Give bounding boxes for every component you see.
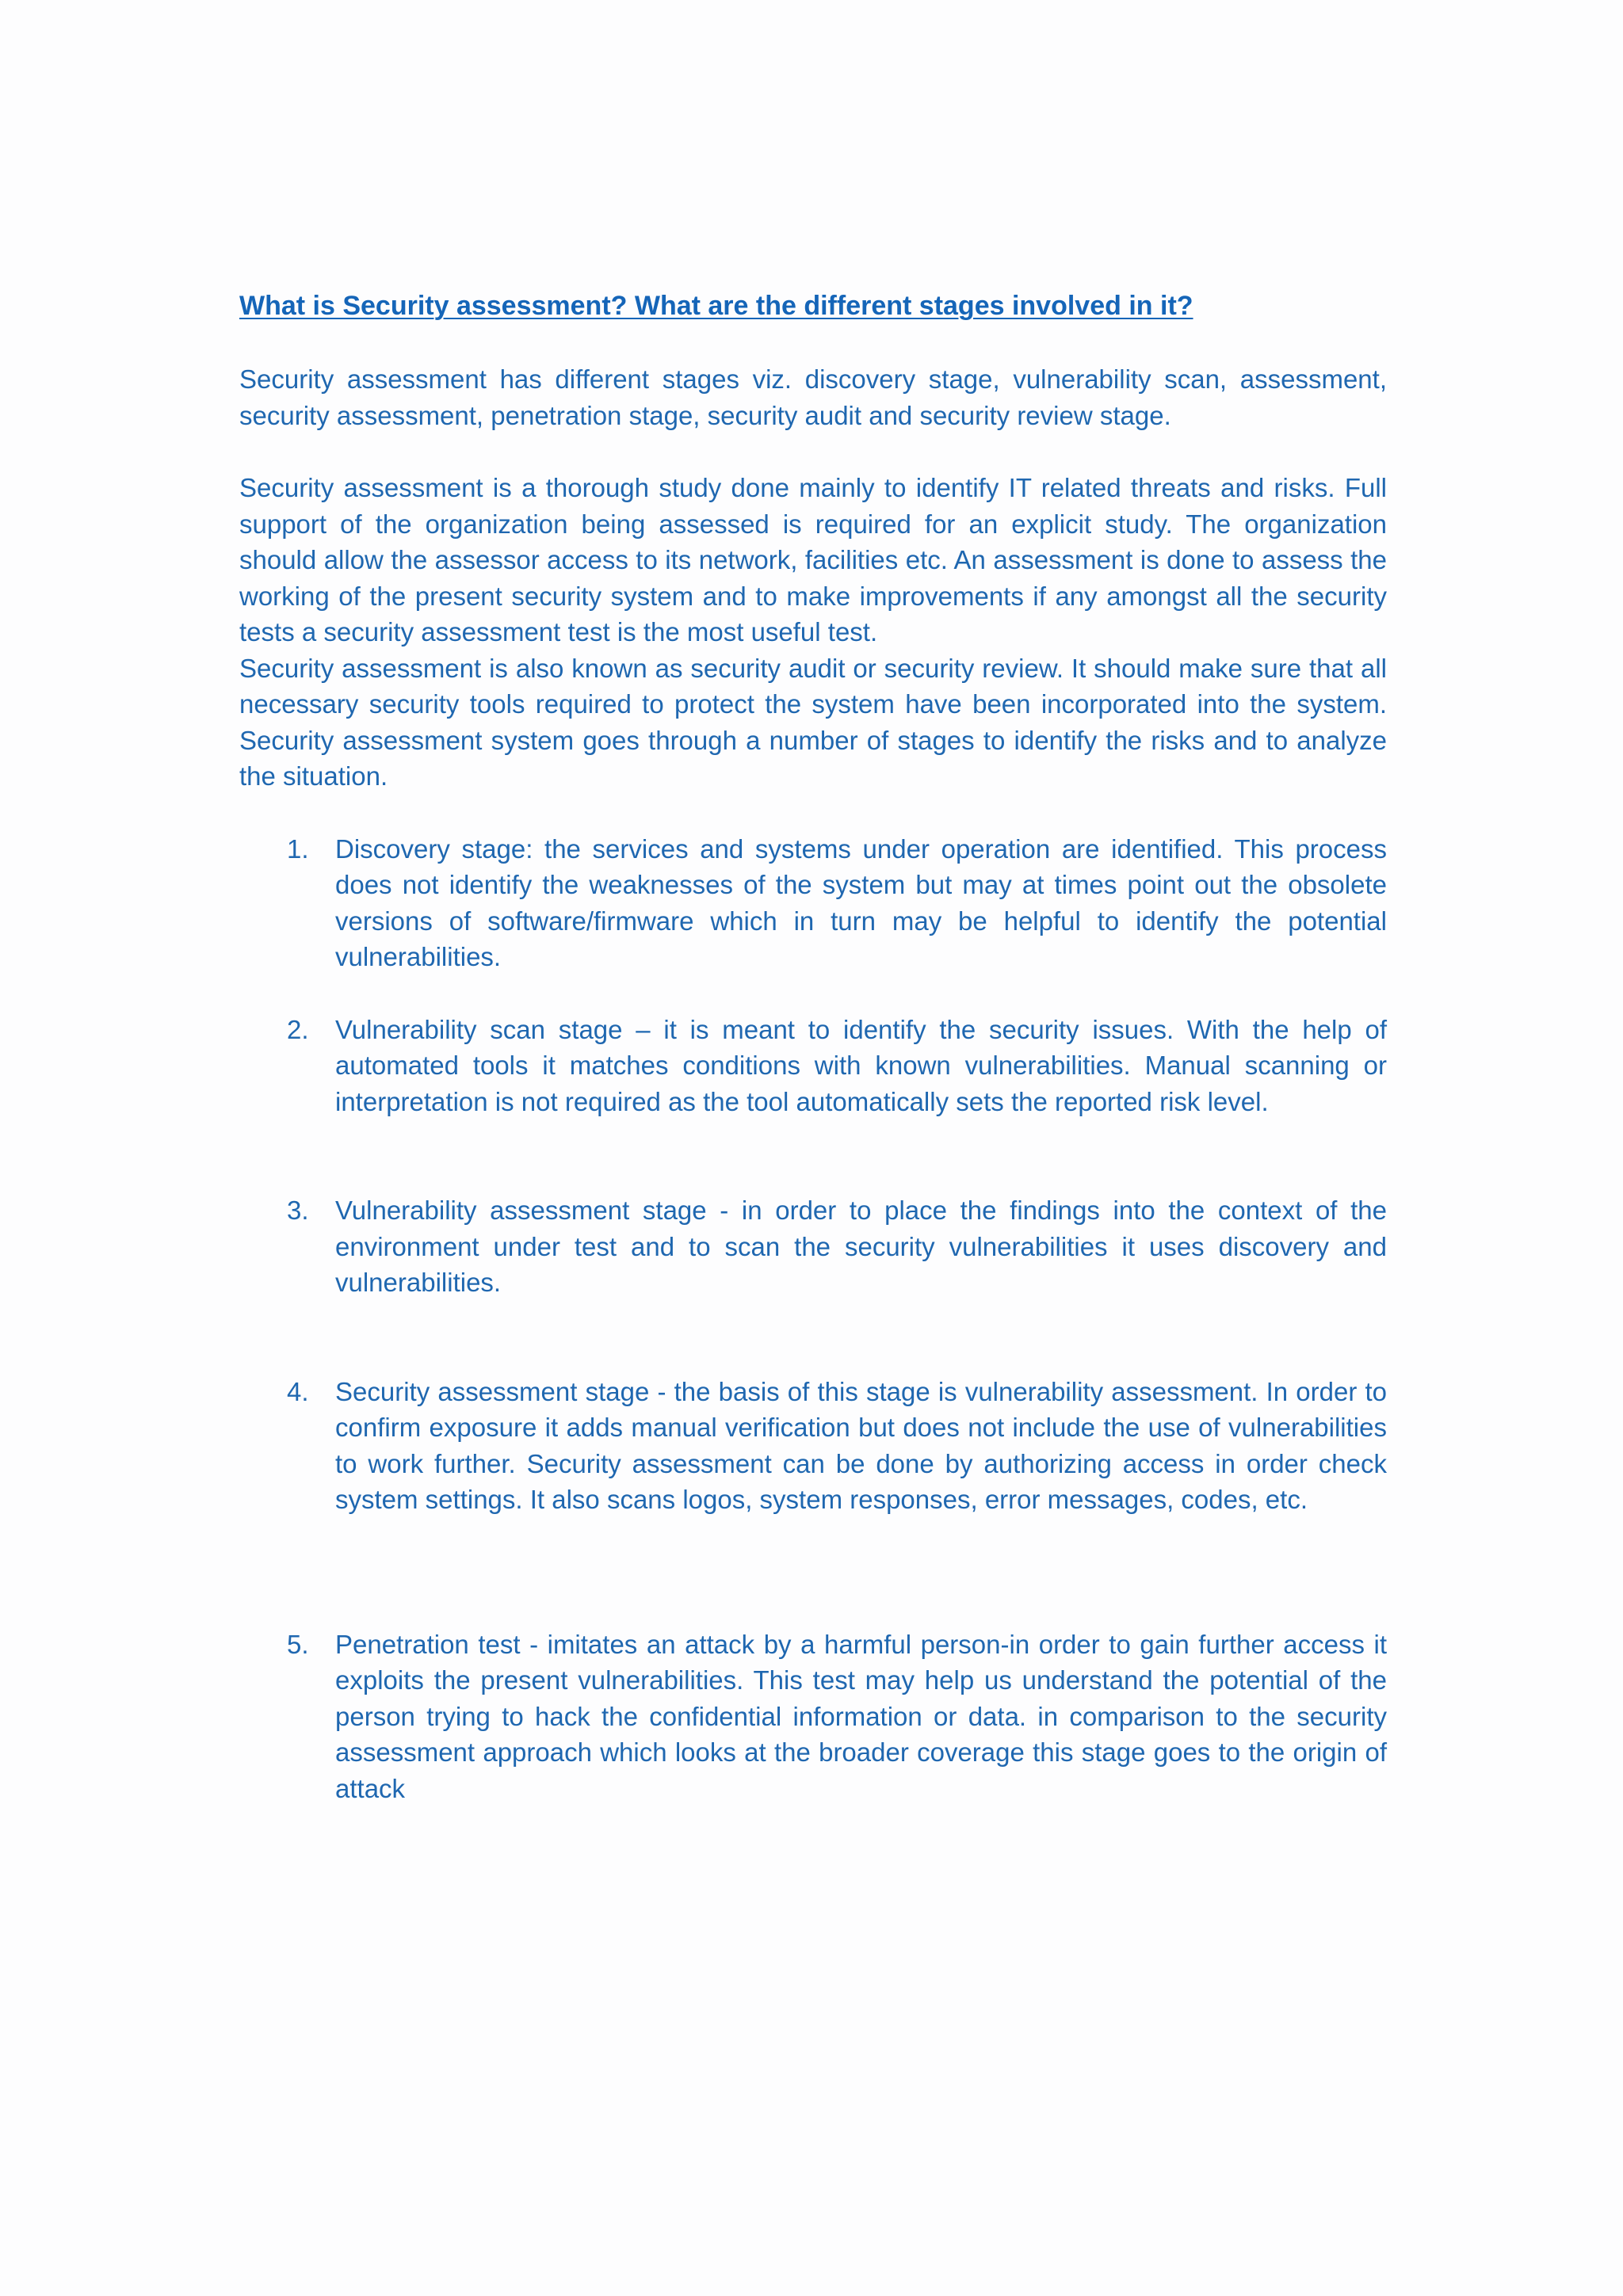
known-as-paragraph: Security assessment is also known as security audit or security review. It should make sure that all necessary security tools required to protect the system have been incorporated into the system. Security assessment system goes through a number of stages to identify the risks and to analyze the situation. (239, 653, 1387, 791)
stage-item-penetration-test (239, 1627, 1387, 1807)
stage-item-vulnerability-scan (239, 1012, 1387, 1120)
study-paragraph: Security assessment is a thorough study done mainly to identify IT related threats and risks. Full support of the organization being assessed is required for an explicit study. The organization should allow the assessor access to its network, facilities etc. An assessment is done to assess the working of the present security system and to make improvements if any amongst all the security tests a security assessment test is the most useful test. (239, 473, 1387, 646)
stage-text: Vulnerability assessment stage - in order to place the findings into the context of the environment under test and to scan the security vulnerabilities it uses discovery and vulnerabilities. (335, 1196, 1387, 1297)
stage-number: 1. (287, 833, 309, 864)
stage-item-discovery (239, 831, 1387, 975)
intro-paragraph: Security assessment has different stages viz. discovery stage, vulnerability scan, assessment, security assessment, penetration stage, security audit and security review stage. (239, 364, 1387, 430)
stages-list (239, 831, 1387, 1807)
stage-number: 5. (287, 1629, 309, 1659)
stage-text: Discovery stage: the services and systems under operation are identified. This process does not identify the weaknesses of the system but may at times point out the obsolete versions of software/firmware which in turn may be helpful to identify the potential vulnerabilities. (335, 833, 1387, 971)
stage-text: Security assessment stage - the basis of this stage is vulnerability assessment. In order to confirm exposure it adds manual verification but does not include the use of vulnerabilities to work further. Security assessment can be done by authorizing access in order check system settings. It also scans logos, system responses, error messages, codes, etc. (335, 1376, 1387, 1514)
stage-item-vulnerability-assessment (239, 1192, 1387, 1301)
stage-text: Penetration test - imitates an attack by a harmful person-in order to gain further access it exploits the present vulnerabilities. This test may help us understand the potential of the person trying to hack the confidential information or data. in comparison to the security assessment approach which looks at the broader coverage this stage goes to the origin of attack (335, 1629, 1387, 1803)
stage-number: 2. (287, 1014, 309, 1044)
document-body (239, 287, 1387, 1806)
stage-text: Vulnerability scan stage – it is meant to identify the security issues. With the help of automated tools it matches conditions with known vulnerabilities. Manual scanning or interpretation is not required as the tool automatically sets the reported risk level. (335, 1014, 1387, 1116)
stage-number: 4. (287, 1376, 309, 1406)
document-heading: What is Security assessment? What are the different stages involved in it? (239, 291, 1193, 321)
stage-number: 3. (287, 1196, 309, 1225)
stage-item-security-assessment (239, 1374, 1387, 1518)
